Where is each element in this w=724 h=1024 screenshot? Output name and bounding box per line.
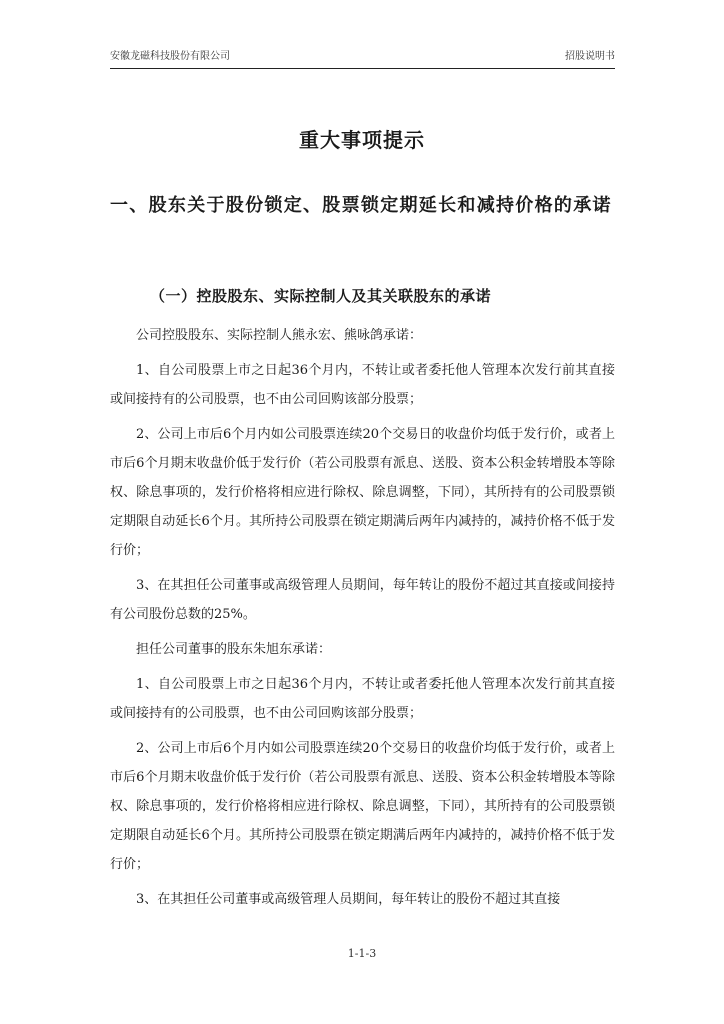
subsection-heading: （一）控股股东、实际控制人及其关联股东的承诺 [150,287,492,305]
page-number: 1-1-3 [347,947,377,960]
paragraph-director-commitment-3: 3、在其担任公司董事或高级管理人员期间，每年转让的股份不超过其直接 [136,892,561,907]
page-title: 重大事项提示 [299,128,425,152]
body-text [110,321,615,920]
paragraph-director-commitment-1: 1、自公司股票上市之日起36个月内，不转让或者委托他人管理本次发行前其直接或间接持有的公司股票，也不由公司回购该部分股票； [110,677,615,721]
paragraph-commitment-3: 3、在其担任公司董事或高级管理人员期间，每年转让的股份不超过其直接或间接持有公司股份总数的25%。 [110,578,615,622]
page-header [110,50,615,69]
header-document-type: 招股说明书 [565,51,615,62]
paragraph-intro-director-shareholder: 担任公司董事的股东朱旭东承诺： [136,642,332,657]
paragraph-commitment-2: 2、公司上市后6个月内如公司股票连续20个交易日的收盘价均低于发行价，或者上市后6个月期末收盘价低于发行价（若公司股票有派息、送股、资本公积金转增股本等除权、除息事项的，发行价格将相应进行除权、除息调整，下同），其所持有的公司股票锁定期限自动延长6个月。其所持公司股票在锁定期满后两年内减持的，减持价格不低于发行价； [110,427,615,558]
paragraph-director-commitment-2: 2、公司上市后6个月内如公司股票连续20个交易日的收盘价均低于发行价，或者上市后6个月期末收盘价低于发行价（若公司股票有派息、送股、资本公积金转增股本等除权、除息事项的，发行价格将相应进行除权、除息调整，下同），其所持有的公司股票锁定期限自动延长6个月。其所持公司股票在锁定期满后两年内减持的，减持价格不低于发行价； [110,741,615,872]
section-heading: 一、股东关于股份锁定、股票锁定期延长和减持价格的承诺 [110,195,612,216]
paragraph-intro-controlling-shareholders: 公司控股股东、实际控制人熊永宏、熊咏鸽承诺： [136,328,423,343]
paragraph-commitment-1: 1、自公司股票上市之日起36个月内，不转让或者委托他人管理本次发行前其直接或间接持有的公司股票，也不由公司回购该部分股票； [110,363,615,407]
header-company-name: 安徽龙磁科技股份有限公司 [110,51,230,62]
